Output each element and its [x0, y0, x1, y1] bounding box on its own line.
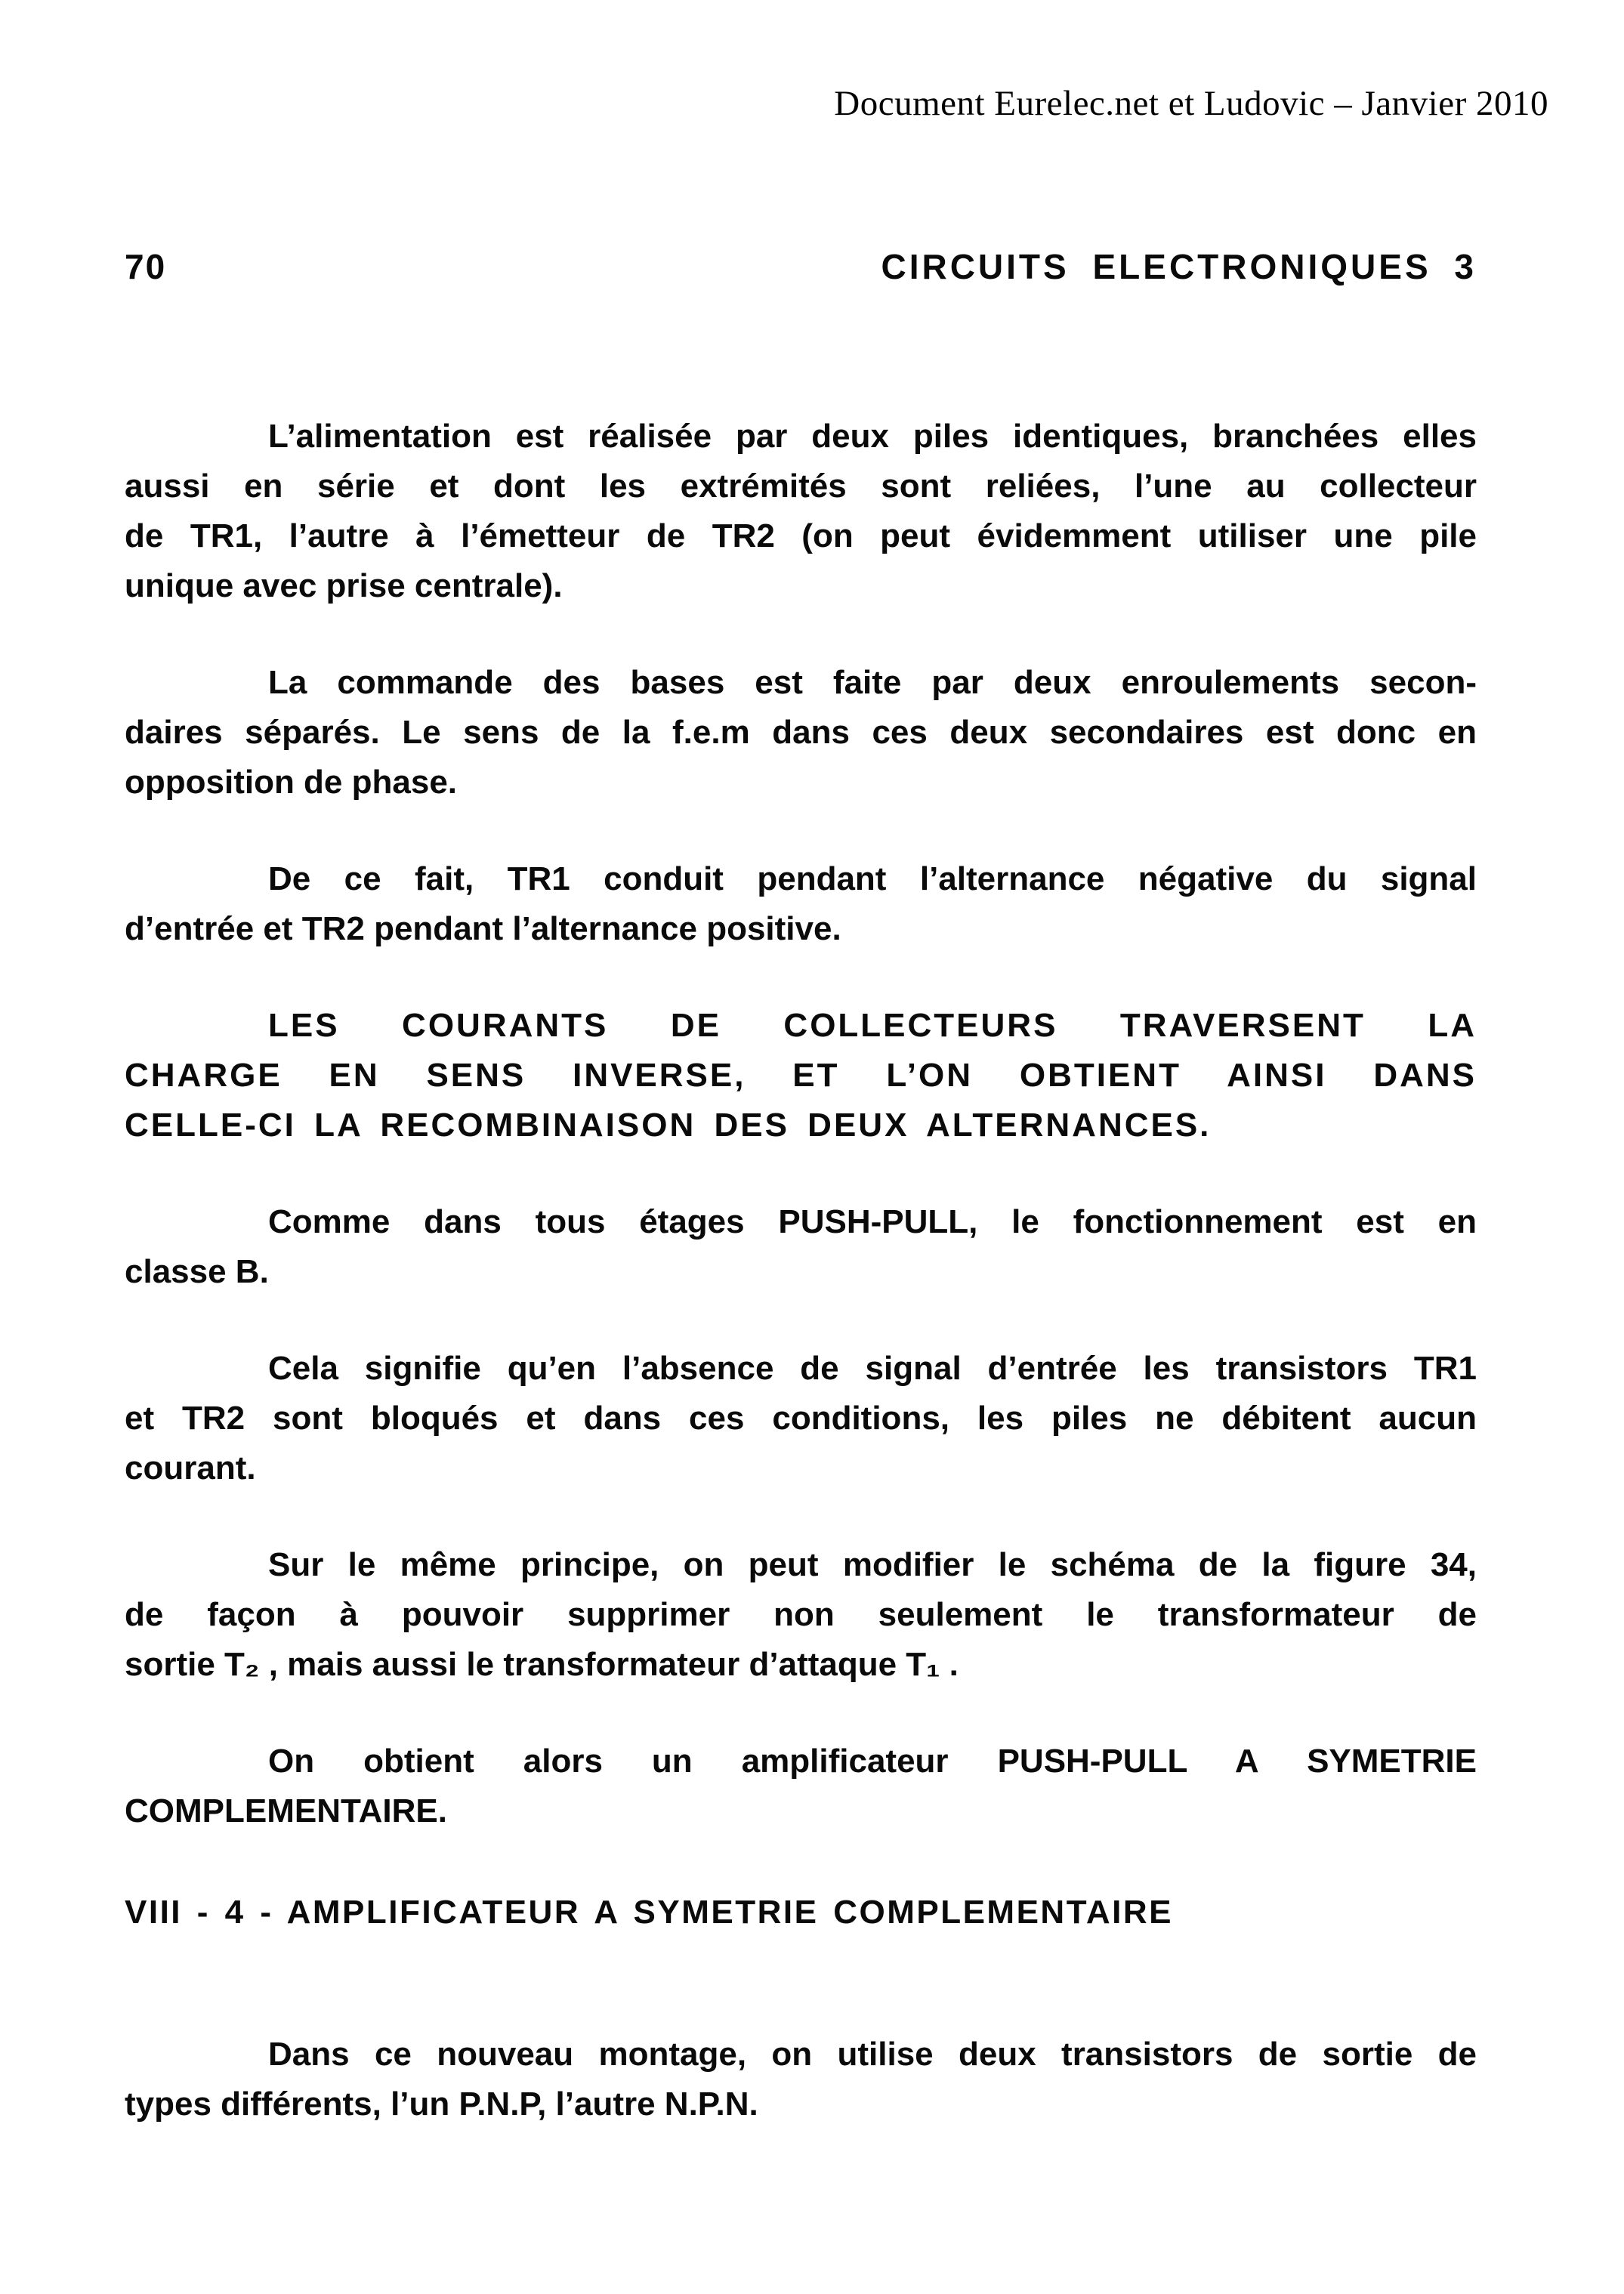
text-line: Sur le même principe, on peut modifier le schéma de la figure 34, — [268, 1546, 1477, 1583]
text-line: d’entrée et TR2 pendant l’alternance positive. — [125, 910, 841, 947]
paragraph — [125, 1197, 1477, 1297]
text-line: unique avec prise centrale). — [125, 567, 563, 604]
paragraph — [125, 1737, 1477, 1836]
paragraph — [125, 1540, 1477, 1690]
text-line: aussi en série et dont les extrémités sont reliées, l’une au collecteur — [125, 468, 1477, 505]
text-line: Dans ce nouveau montage, on utilise deux transistors de sortie de — [268, 2036, 1477, 2073]
text-line: Cela signifie qu’en l’absence de signal d’entrée les transistors TR1 — [268, 1350, 1477, 1387]
paragraph — [125, 412, 1477, 611]
text-line: types différents, l’un P.N.P, l’autre N.P.N. — [125, 2086, 758, 2123]
section-heading: VIII - 4 - AMPLIFICATEUR A SYMETRIE COMPLEMENTAIRE — [125, 1894, 1173, 1931]
paragraph — [125, 854, 1477, 954]
running-title: CIRCUITS ELECTRONIQUES 3 — [881, 247, 1477, 286]
text-line: CELLE-CI LA RECOMBINAISON DES DEUX ALTERNANCES. — [125, 1107, 1212, 1144]
text-line: daires séparés. Le sens de la f.e.m dans ces deux secondaires est donc en — [125, 714, 1477, 751]
text-line: classe B. — [125, 1253, 269, 1290]
text-line: sortie T₂ , mais aussi le transformateur d’attaque T₁ . — [125, 1646, 959, 1683]
text-line: CHARGE EN SENS INVERSE, ET L’ON OBTIENT AINSI DANS — [125, 1057, 1477, 1094]
paragraph — [125, 1344, 1477, 1493]
scan-watermark-header: Document Eurelec.net et Ludovic – Janvier 2010 — [834, 84, 1548, 123]
text-line: opposition de phase. — [125, 764, 458, 801]
paragraph — [125, 2030, 1477, 2129]
text-line: courant. — [125, 1450, 256, 1487]
paragraph — [125, 658, 1477, 807]
text-line: LES COURANTS DE COLLECTEURS TRAVERSENT LA — [268, 1007, 1477, 1044]
paragraph — [125, 1001, 1477, 1150]
page-header-row — [125, 246, 1477, 287]
text-line: et TR2 sont bloqués et dans ces conditions, les piles ne débitent aucun — [125, 1400, 1477, 1437]
text-line: de façon à pouvoir supprimer non seulement le transformateur de — [125, 1596, 1477, 1633]
page-number: 70 — [125, 247, 167, 286]
text-line: L’alimentation est réalisée par deux piles identiques, branchées elles — [268, 418, 1477, 455]
text-line: Comme dans tous étages PUSH-PULL, le fonctionnement est en — [268, 1203, 1477, 1240]
text-line: COMPLEMENTAIRE. — [125, 1792, 447, 1829]
text-line: La commande des bases est faite par deux enroulements secon- — [268, 664, 1477, 701]
text-line: On obtient alors un amplificateur PUSH-PULL A SYMETRIE — [268, 1743, 1477, 1780]
text-line: De ce fait, TR1 conduit pendant l’alternance négative du signal — [268, 860, 1477, 897]
body-content — [125, 412, 1477, 2176]
text-line: de TR1, l’autre à l’émetteur de TR2 (on peut évidemment utiliser une pile — [125, 517, 1477, 554]
